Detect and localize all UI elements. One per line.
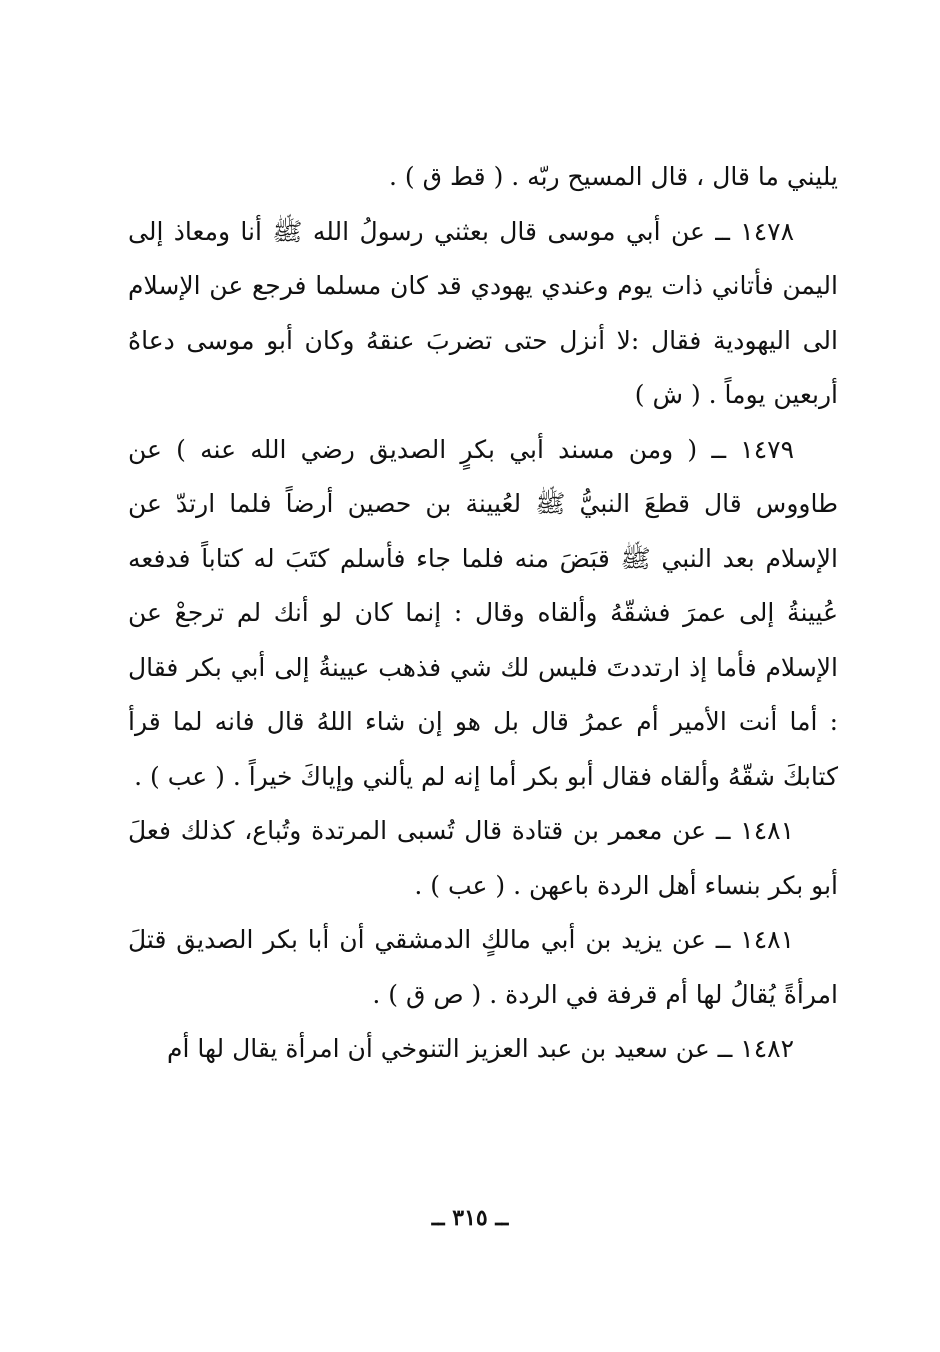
paragraph-1481-b: ١٤٨١ ــ عن يزيد بن أبي مالكٍ الدمشقي أن أبا بكر الصديق قتلَ امرأةً يُقالُ لها أم قرفة في الردة . ( ص ق ) . bbox=[128, 925, 838, 1009]
paragraph-1481-a: ١٤٨١ ــ عن معمر بن قتادة قال تُسبى المرتدة وتُباع، كذلك فعلَ أبو بكر بنساء أهل الردة باعهن . ( عب ) . bbox=[128, 816, 838, 900]
paragraph-continuation: يليني ما قال ، قال المسيح ربّه . ( قط ق ) . bbox=[389, 162, 838, 191]
paragraph-1482: ١٤٨٢ ــ عن سعيد بن عبد العزيز التنوخي أن امرأة يقال لها أم bbox=[167, 1034, 794, 1063]
page-number: ــ ٣١٥ ــ bbox=[431, 1205, 509, 1231]
body-text bbox=[128, 150, 838, 1077]
paragraph-1478: ١٤٧٨ ــ عن أبي موسى قال بعثني رسولُ الله ﷺ أنا ومعاذ إلى اليمن فأتاني ذات يوم وعندي يهودي قد كان مسلما فرجع عن الإسلام الى اليهودية فقال :لا أنزل حتى تضربَ عنقهُ وكان أبو موسى دعاهُ أربعين يوماً . ( ش ) bbox=[128, 216, 838, 409]
paragraph-1479: ١٤٧٩ ــ ( ومن مسند أبي بكرٍ الصديق رضي الله عنه ) عن طاووس قال قطعَ النبيُّ ﷺ لعُيينة بن حصين أرضاً فلما ارتدّ عن الإسلام بعد النبي ﷺ قبَضَ منه فلما جاء فأسلم كتَبَ له كتاباً فدفعه عُيينةُ إلى عمرَ فشقّهُ وألقاه وقال : إنما كان لو أنك لم ترجعْ عن الإسلام فأما إذ ارتددتَ فليس لك شي فذهب عيينةُ إلى أبي بكر فقال : أما أنت الأمير أم عمرُ قال بل هو إن شاء اللهُ قال فانه لما قرأ كتابكَ شقّهُ وألقاه فقال أبو بكر أما إنه لم يألني وإياكَ خيراً . ( عب ) . bbox=[128, 434, 838, 791]
